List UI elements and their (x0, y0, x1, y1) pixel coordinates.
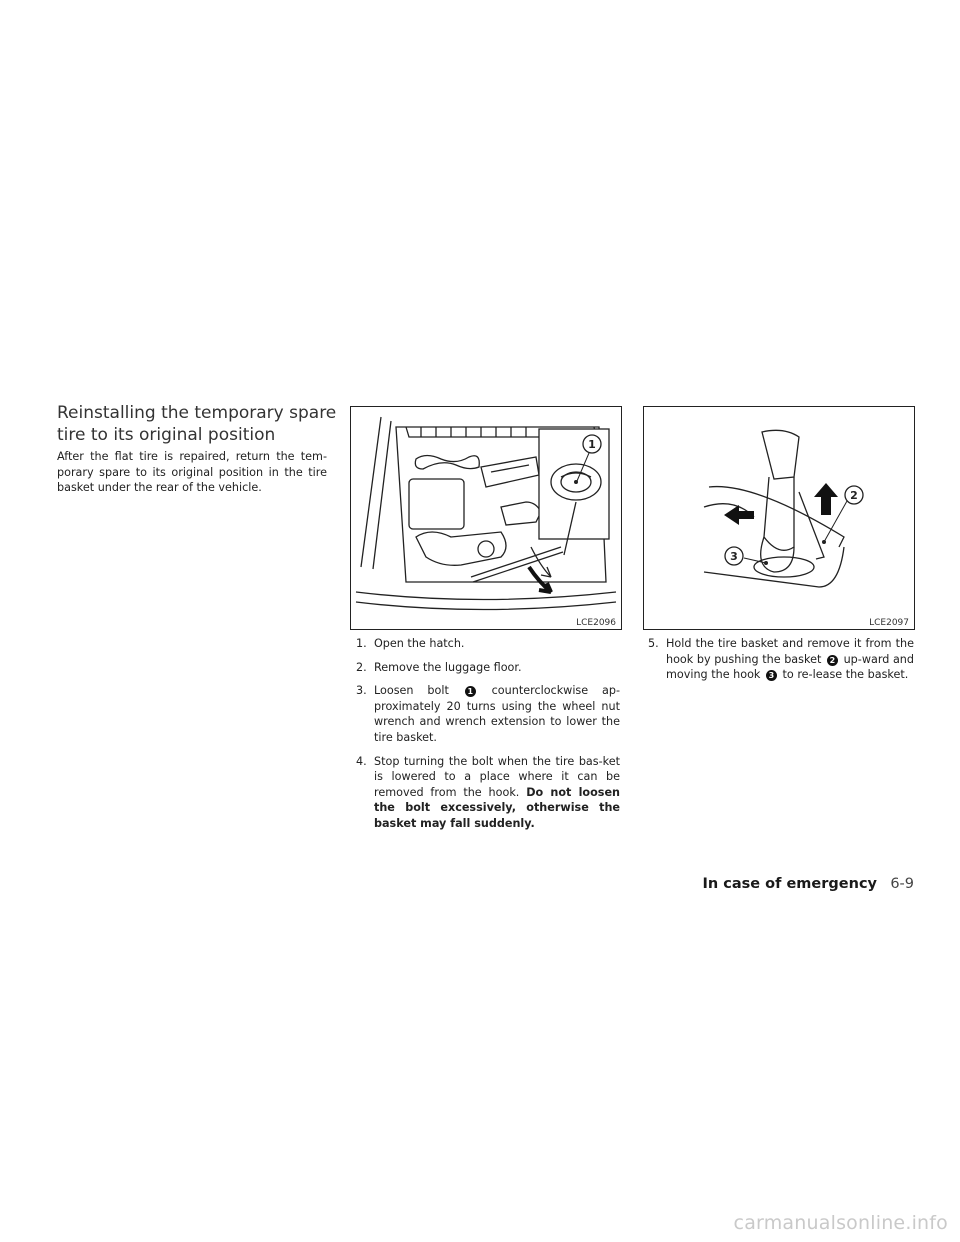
callout-1-badge: 1 (465, 686, 476, 697)
step-text-pre: Loosen bolt (374, 684, 449, 698)
steps-column-1 (356, 636, 620, 840)
intro-paragraph: After the flat tire is repaired, return the tem-porary spare to its original position in the tire basket under the rear of the vehicle. (57, 450, 327, 495)
footer-chapter-title: In case of emergency (702, 876, 877, 892)
step-number: 1. (356, 637, 367, 650)
up-arrow-icon (814, 483, 838, 515)
step-number: 2. (356, 660, 367, 674)
step-text-post: to re-lease the basket. (782, 668, 909, 682)
figure-code: LCE2096 (576, 618, 616, 628)
step-number: 5. (648, 637, 659, 650)
figure-code: LCE2097 (869, 618, 909, 628)
callout-3-badge: 3 (766, 670, 777, 681)
step-2 (356, 660, 620, 676)
tire-basket-illustration (644, 407, 914, 629)
step-number: 4. (356, 754, 367, 768)
step-4 (356, 754, 620, 832)
step-warning: Do not loosen the bolt excessively, otherwise the basket may fall suddenly. (374, 785, 620, 830)
callout-2-label: 2 (850, 489, 858, 502)
callout-3-label: 3 (730, 550, 738, 563)
section-title: Reinstalling the temporary spare tire to its original position (57, 403, 337, 445)
step-5 (648, 636, 914, 683)
watermark: carmanualsonline.info (733, 1212, 948, 1234)
footer-page-number: 6-9 (890, 876, 914, 892)
step-text: Stop turning the bolt when the tire bas-ket is lowered to a place where it can be removed from the hook. (374, 754, 620, 799)
step-number: 3. (356, 684, 367, 698)
luggage-area-illustration (351, 407, 621, 629)
steps-column-2 (648, 636, 914, 691)
figure-tire-basket-hook (643, 406, 915, 630)
left-arrow-icon (724, 505, 754, 525)
step-text-post: counterclockwise ap-proximately 20 turns using the wheel nut wrench and wrench extension to lower the tire basket. (374, 684, 621, 744)
callout-2-badge: 2 (827, 655, 838, 666)
step-text-pre: Hold the tire basket and remove it from the hook by pushing the basket (666, 637, 914, 666)
step-text-mid: up-ward and moving the hook (666, 652, 914, 682)
callout-1-label: 1 (588, 438, 596, 451)
rotation-arrow-icon (529, 567, 551, 592)
figure-luggage-area (350, 406, 622, 630)
step-1 (356, 636, 620, 652)
step-3 (356, 683, 620, 745)
step-text: Remove the luggage floor. (374, 660, 522, 674)
step-text: Open the hatch. (374, 637, 465, 650)
